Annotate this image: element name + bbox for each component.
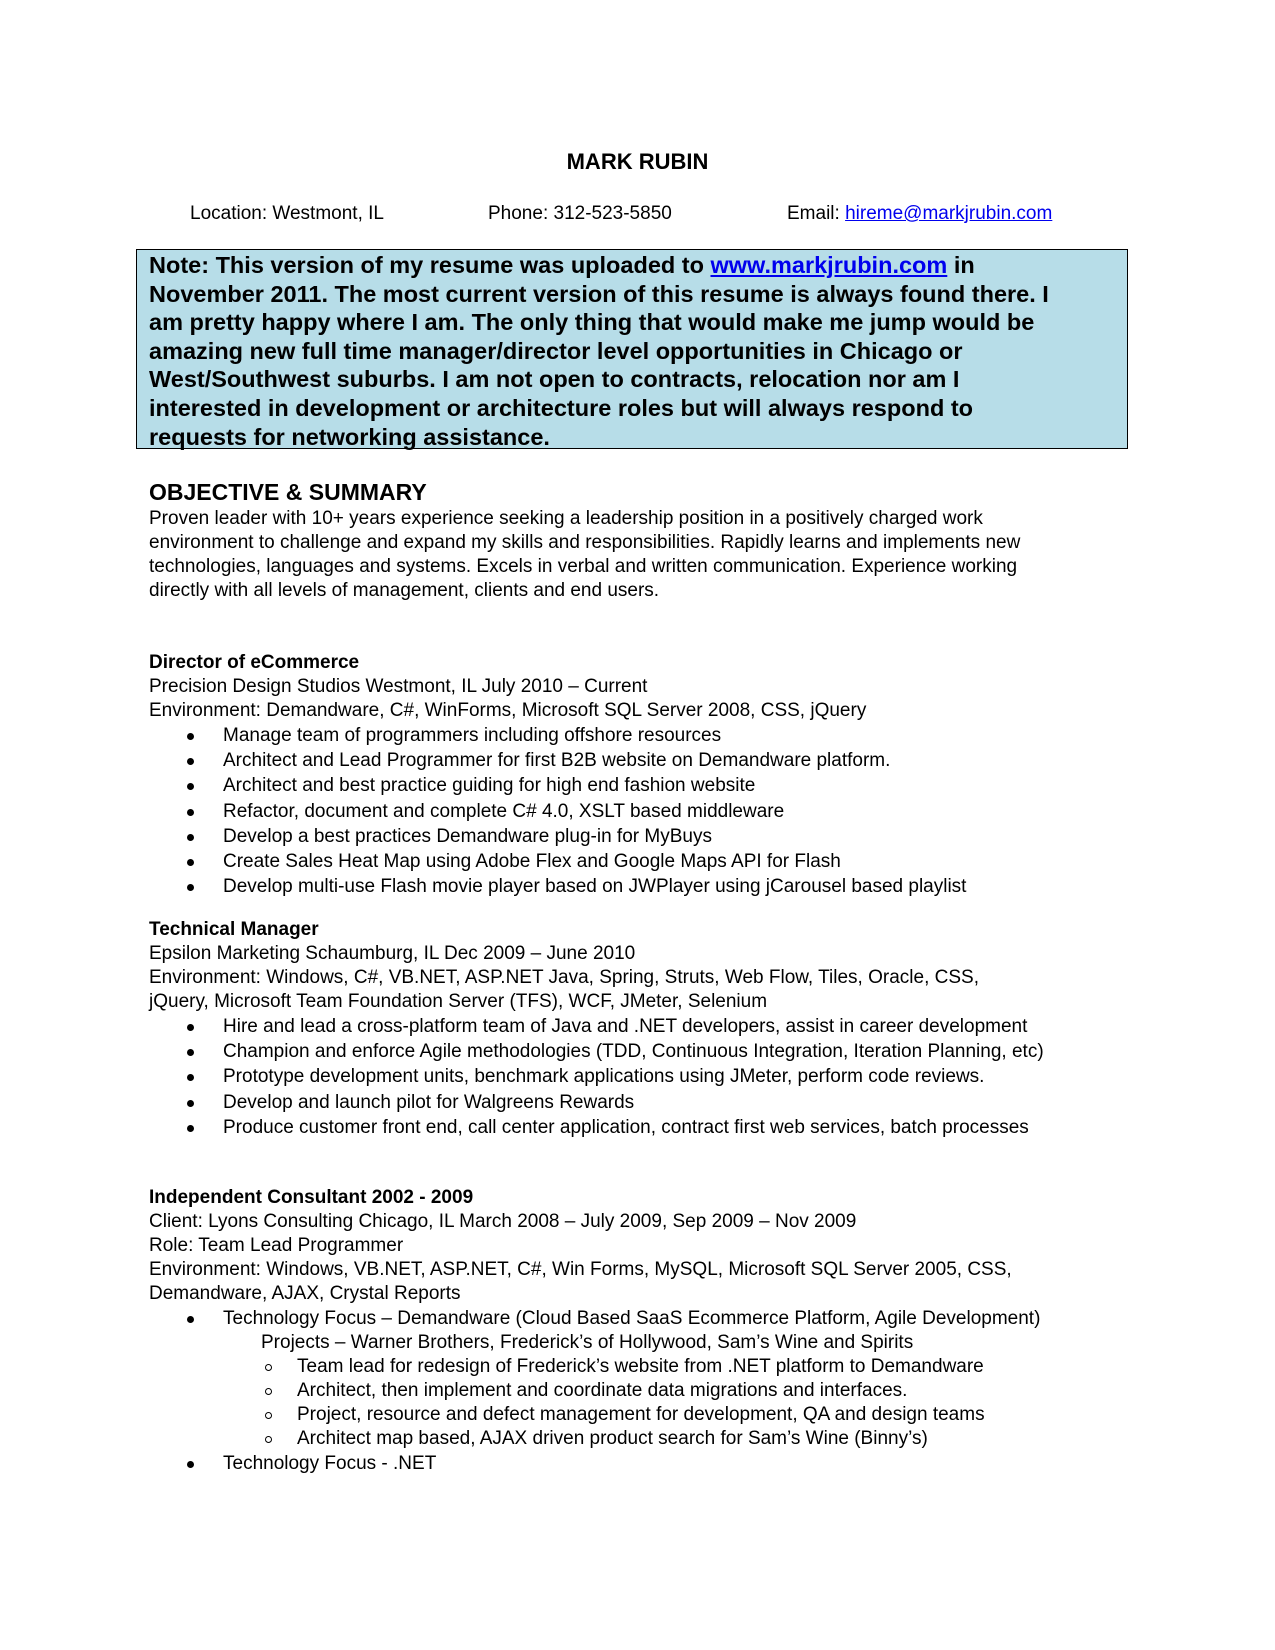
- list-item: [149, 1306, 1149, 1331]
- bullet-text: Technology Focus - .NET: [223, 1453, 437, 1475]
- bullet-icon: [187, 1100, 194, 1107]
- list-item: [149, 1403, 1149, 1427]
- job-environment: Demandware, AJAX, Crystal Reports: [149, 1283, 461, 1304]
- bullet-text: Develop a best practices Demandware plug-in for MyBuys: [223, 825, 712, 847]
- job-environment: jQuery, Microsoft Team Foundation Server (TFS), WCF, JMeter, Selenium: [149, 991, 768, 1012]
- circle-bullet-icon: [265, 1436, 272, 1443]
- job-title: Technical Manager: [149, 919, 319, 940]
- note-box: [136, 249, 1128, 449]
- job-title: Director of eCommerce: [149, 652, 360, 673]
- bullet-text: Develop and launch pilot for Walgreens Rewards: [223, 1091, 635, 1113]
- sub-bullet-text: Architect, then implement and coordinate data migrations and interfaces.: [297, 1380, 908, 1402]
- summary-line: environment to challenge and expand my skills and responsibilities. Rapidly learns and implements new: [149, 532, 1021, 553]
- bullet-icon: [187, 758, 194, 765]
- bullet-text: Hire and lead a cross-platform team of Java and .NET developers, assist in career development: [223, 1016, 1028, 1037]
- bullet-text: Develop multi-use Flash movie player based on JWPlayer using jCarousel based playlist: [223, 876, 967, 898]
- note-suffix: in: [947, 252, 975, 278]
- bullet-text: Create Sales Heat Map using Adobe Flex and Google Maps API for Flash: [223, 851, 841, 873]
- list-item: [149, 1039, 1179, 1064]
- email-label: Email:: [787, 203, 846, 224]
- contact-location: Location: Westmont, IL: [190, 203, 384, 224]
- job-independent-consultant: [149, 1186, 1149, 1476]
- note-first-line: [149, 251, 1117, 280]
- contact-phone: Phone: 312-523-5850: [488, 203, 672, 224]
- note-line: am pretty happy where I am. The only thing that would make me jump would be: [149, 309, 1035, 336]
- list-item: [149, 1014, 1149, 1039]
- list-item: [149, 748, 1149, 773]
- contact-email: [787, 202, 1052, 226]
- note-line: interested in development or architecture roles but will always respond to: [149, 394, 974, 421]
- bullet-text: Champion and enforce Agile methodologies (TDD, Continuous Integration, Iteration Planning, etc): [223, 1041, 1044, 1063]
- job-environment: Environment: Windows, C#, VB.NET, ASP.NET Java, Spring, Struts, Web Flow, Tiles, Oracle, CSS,: [149, 967, 979, 988]
- candidate-name: MARK RUBIN: [566, 149, 709, 174]
- bullet-text: Architect and Lead Programmer for first B2B website on Demandware platform.: [223, 750, 891, 772]
- summary-line: directly with all levels of management, clients and end users.: [149, 580, 660, 601]
- list-item: [149, 799, 1149, 824]
- bullet-icon: [187, 884, 194, 891]
- sub-bullet-text: Project, resource and defect management for development, QA and design teams: [297, 1404, 985, 1426]
- list-item: [149, 1064, 1149, 1089]
- note-line: November 2011. The most current version of this resume is always found there. I: [149, 280, 1049, 307]
- job-technical-manager: [149, 918, 1149, 1140]
- note-prefix: Note: This version of my resume was uploaded to: [149, 252, 711, 278]
- bullet-icon: [187, 859, 194, 866]
- list-item: [149, 1427, 1149, 1451]
- job-director-ecommerce: [149, 651, 1149, 899]
- job-role: Role: Team Lead Programmer: [149, 1235, 404, 1256]
- list-item: [149, 1115, 1149, 1140]
- website-link[interactable]: www.markjrubin.com: [710, 252, 948, 278]
- email-link[interactable]: hireme@markjrubin.com: [845, 203, 1053, 224]
- bullet-text: Produce customer front end, call center application, contract first web services, batch processes: [223, 1116, 1029, 1138]
- list-item: [149, 849, 1149, 874]
- list-item: [149, 874, 1149, 899]
- bullet-icon: [187, 834, 194, 841]
- summary-line: technologies, languages and systems. Excels in verbal and written communication. Experience working: [149, 556, 1018, 577]
- bullet-icon: [187, 783, 194, 790]
- list-item: [149, 1379, 1149, 1403]
- bullet-text: Architect and best practice guiding for high end fashion website: [223, 775, 756, 797]
- list-item: [149, 824, 1149, 849]
- job-environment: Environment: Windows, VB.NET, ASP.NET, C#, Win Forms, MySQL, Microsoft SQL Server 2005, CSS,: [149, 1259, 1012, 1280]
- bullet-text: Prototype development units, benchmark applications using JMeter, perform code reviews.: [223, 1066, 985, 1088]
- job-title: Independent Consultant 2002 - 2009: [149, 1187, 474, 1208]
- bullet-icon: [187, 733, 194, 740]
- circle-bullet-icon: [265, 1388, 272, 1395]
- job-bullets: [149, 723, 1149, 899]
- job-company: Precision Design Studios Westmont, IL July 2010 – Current: [149, 676, 648, 697]
- projects-line: Projects – Warner Brothers, Frederick’s of Hollywood, Sam’s Wine and Spirits: [261, 1332, 914, 1354]
- bullet-text: Technology Focus – Demandware (Cloud Based SaaS Ecommerce Platform, Agile Development): [223, 1308, 1041, 1329]
- sub-bullets: [149, 1355, 1149, 1451]
- job-bullets: [149, 1014, 1149, 1140]
- bullet-icon: [187, 1461, 194, 1468]
- bullet-icon: [187, 1074, 194, 1081]
- note-line: amazing new full time manager/director level opportunities in Chicago or: [149, 337, 963, 364]
- circle-bullet-icon: [265, 1412, 272, 1419]
- list-item: [149, 1451, 1149, 1476]
- sub-bullet-text: Architect map based, AJAX driven product search for Sam’s Wine (Binny’s): [297, 1428, 928, 1450]
- objective-summary: [149, 507, 1020, 603]
- circle-bullet-icon: [265, 1364, 272, 1371]
- objective-heading: OBJECTIVE & SUMMARY: [149, 479, 427, 505]
- note-line: West/Southwest suburbs. I am not open to contracts, relocation nor am I: [149, 366, 960, 393]
- sub-bullet-text: Team lead for redesign of Frederick’s website from .NET platform to Demandware: [297, 1356, 984, 1378]
- list-item: [149, 1090, 1149, 1115]
- bullet-icon: [187, 1024, 194, 1031]
- job-client: Client: Lyons Consulting Chicago, IL March 2008 – July 2009, Sep 2009 – Nov 2009: [149, 1211, 857, 1232]
- job-bullets: [149, 1306, 1149, 1331]
- job-bullets: [149, 1451, 1149, 1476]
- list-item: [149, 723, 1149, 748]
- bullet-icon: [187, 1125, 194, 1132]
- note-line: requests for networking assistance.: [149, 423, 550, 450]
- job-company: Epsilon Marketing Schaumburg, IL Dec 2009 – June 2010: [149, 943, 636, 964]
- summary-line: Proven leader with 10+ years experience seeking a leadership position in a positively charged work: [149, 508, 983, 529]
- list-item: [149, 773, 1149, 798]
- job-environment: Environment: Demandware, C#, WinForms, Microsoft SQL Server 2008, CSS, jQuery: [149, 700, 867, 721]
- bullet-icon: [187, 1316, 194, 1323]
- bullet-text: Refactor, document and complete C# 4.0, XSLT based middleware: [223, 800, 785, 822]
- bullet-icon: [187, 809, 194, 816]
- list-item: [149, 1355, 1149, 1379]
- bullet-icon: [187, 1049, 194, 1056]
- bullet-text: Manage team of programmers including offshore resources: [223, 725, 722, 746]
